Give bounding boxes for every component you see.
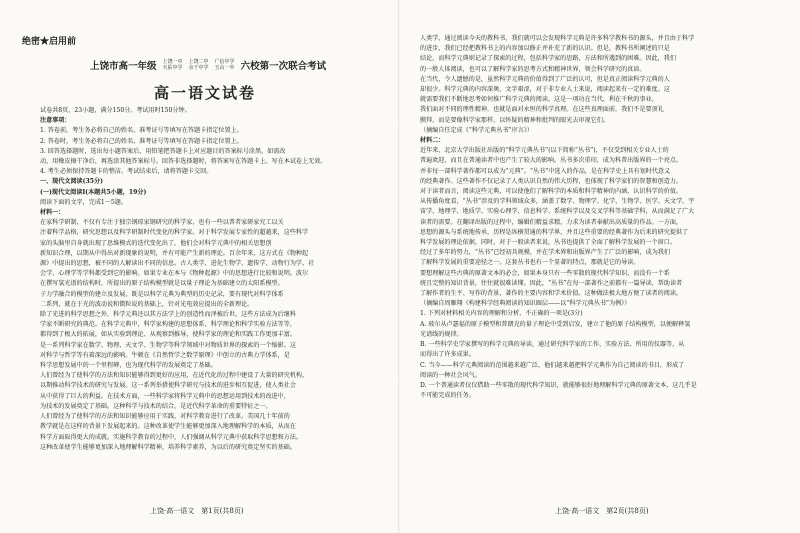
right-text-line: D. 一个普通读者仅仅借助一些零散的现代科学知识，就能够很好地理解科学元典的原著文本，这几乎是	[420, 381, 697, 389]
left-text-line: 2. 答卷时，考生务必将自己的姓名、准考证号等填写在答题卡指定位置上。	[40, 137, 243, 145]
page-footer-right: 上饶·高一语文 第2页(共8页)	[555, 507, 649, 515]
left-text-line: 从中获得了巨大的利益。在技术方面，一些科学家将科学元典中的思想运用到技术的改进中，	[40, 392, 290, 400]
right-text-line: 结论，而科学元典则记录了探索的过程，包括科学家的思路、方法和所遇到的困难。因此，我们	[420, 55, 676, 63]
right-text-line: 在当代，令人遗憾的是，虽然科学元典的价值得到了广泛的认可，但是真正阅读科学元典的人	[420, 75, 670, 83]
left-text-line: 为技术的发展奠定了基础。这种科学与技术的结合，是近代科学革命的重要特征之一。	[40, 402, 272, 410]
left-text-line: 人们曾经为了使科学的方法和知识能够应用于实践，对科学教育进行了改革。美国几十年前的	[40, 413, 290, 421]
left-text-line: 学家不断研究的典范。在科学元典中，科学家构建的思想体系、科学理论和科学实验方法等等，	[40, 321, 296, 329]
left-text-line: 子力学融合的模型的建立及发展，既是以科学元典为典型的历史记录，要有现代对科学体系	[40, 290, 284, 298]
right-text-line: 要想理解这些古典的原著文本的必会，如果本身只有一些零散的现代科学知识，而没有一个系	[420, 269, 670, 277]
left-text-line: 在撰写氢光谱的结构时，所提出的原子结构模型就是以量子理论为基础建立的太阳系模型。	[40, 280, 284, 288]
left-text-line: 注着科学品格，研究思想以及科学研制时代变化的科学家。对于科学发展专家性的超越来，这些科学	[40, 229, 309, 237]
page-fold	[398, 0, 400, 533]
right-text-line: （摘编自任定成《“科学元典丛书”序言》）	[420, 126, 533, 134]
right-text-line: 思想的源头与系统地传承，历程是纵横贯通的科学界，并且这些重要的经典著作为后来的研究提供了	[420, 228, 689, 236]
left-text-line: 阅读下面的文字，完成1～5题。	[40, 198, 127, 206]
right-text-line: 了解科学发展的重要途径之一。这套丛书也有一个显著的特点，那就是它的导读。	[420, 259, 640, 267]
left-text-line: 注意事项：	[40, 117, 71, 125]
right-text-line: 了解作者的生平、写作的背景、著作的主要内容和学术价值。这种做法极大地方便了读者的阅读。	[420, 290, 683, 298]
left-text-line: 一、现代文阅读(35分)	[40, 178, 103, 186]
left-text-line: 科学思想发展中的一个里程碑，也为现代科学的发展奠定了基础。	[40, 362, 217, 370]
left-text-line: 源》中提出的思想，被不同的人解读出不同的信息。古人类学、进化生物学、遗传学、动物行为学、社	[40, 260, 315, 268]
left-text-line: 在家科学研制，不仅有专注于独宗钢琼家钢研究的科学家，也有一些以普者家研家究工以关	[40, 219, 284, 227]
schools-col-3	[215, 59, 235, 71]
left-text-line: 4. 考生必须保持答题卡的整洁。考试结束后，请将答题卡交回。	[40, 168, 213, 176]
exam-left-title: 上饶市高一年级	[90, 61, 157, 72]
left-text-line: 都得到了极大的拓展，如从实验到理论、从观察到推导，使科学家的理论和实践工作更加丰富。	[40, 331, 296, 339]
left-text-line: 这种改革使学生能够更加深入地理解科学精神，培养科学素养，为以后的研究奠定坚实的基础。	[40, 443, 296, 451]
left-text-line: (一)现代文阅读Ⅰ(本题共5小题，19分)	[40, 188, 147, 196]
right-text-line: 的进步，我们已经把教科书上的内容加以修正并补充了新的认识。但是，教科书所阐述的只是	[420, 45, 670, 53]
right-text-line: 就需要我们不断地思考如何推广科学元典的阅读。这是一项功在当代、利在千秋的事业。	[420, 96, 658, 104]
right-text-line: 光谱线的规律。	[420, 330, 463, 338]
left-text-line: 除了光进的科学思想之外，科学元典还以其方法学上的创造性而泽被后世。这些方法成为后继科	[40, 311, 296, 319]
right-text-line: B. 一些科学史学家撰写的科学元典的导读，通过研究科学家的工作、实验方法、所用的仪器等，从	[420, 341, 685, 349]
right-page-body	[420, 34, 776, 401]
confidential-label: 绝密★启用前	[22, 37, 77, 47]
right-text-line: 的一般人体阅读，也可以了解科学家的思考方式和精神世界，领会科学研究的真谛。	[420, 65, 646, 73]
right-text-line: 对于读者而言，阅读这些元典，可以使他们了解科学的本质和科学精神的内涵，认识科学的价值。	[420, 188, 683, 196]
page-title: 高一语文试卷	[153, 84, 256, 102]
right-text-line: 普遍欢迎，而且在普通读者中也产生了较大的影响。丛书多次重印，成为科普出版界的一个亮点。	[420, 157, 683, 165]
exam-right-title: 六校第一次联合考试	[240, 61, 327, 72]
left-text-line: 科学方面取得更大的成就。实施科学教育的过程中，人们强调从科学元典中获取科学思想和方法。	[40, 433, 303, 441]
right-text-line: 经过了多年的努力，“丛书”已经初具规模，并在学术界和出版界产生了广泛的影响，成为我们	[420, 249, 670, 257]
left-text-line: 二系列，就在于光的波动说和微粒说的基础上，针对光电效应提出的全新理论。	[40, 300, 254, 308]
right-text-line: 膜拜，而是要像科学家那样，以怀疑的精神和批判的眼光去审视它们。	[420, 116, 609, 124]
right-text-line: 材料二：	[420, 137, 445, 145]
school: 天佑中学	[162, 65, 183, 71]
left-text-line: 材料一：	[40, 209, 65, 217]
school: 上饶一中	[162, 59, 183, 65]
left-text-line: 人们曾经为了使科学的方法和知识能够得到更好的应用，在近代化的过程中建设了大量的研究机构，	[40, 372, 309, 380]
schools-col-2	[189, 59, 209, 71]
left-text-line: 新知识合理，以期从中得出对新现象的说明，并有可能产生新的理论。百余年来，这方式在《物种起	[40, 249, 309, 257]
right-text-line: 不可能完成的任务。	[420, 392, 475, 400]
right-text-line: 而得出了许多成果。	[420, 351, 475, 359]
right-text-line: 统且完整的知识背景，往往就很难读懂。因此，“丛书”在每一部著作之前都有一篇导读，帮助读者	[420, 279, 683, 287]
school: 余干中学	[188, 65, 209, 71]
right-text-line: 1. 下列对材料相关内容的理解和分析，不正确的一项是(3分)	[420, 310, 583, 318]
page-footer-left: 上饶·高一语文 第1页(共8页)	[150, 507, 244, 515]
right-text-line: 读者的需要。在翻译出版的过程中，编辑们精益求精，力求为读者奉献出高质量的作品。一方面，	[420, 218, 683, 226]
right-text-line: 却很少。科学元典的内容深奥、文字艰涩，对于非专业人士来说，阅读起来有一定的难度。这	[420, 86, 670, 94]
left-text-line: 动，用橡皮擦干净后，再选涂其他答案标号。回答非选择题时，将答案写在答题卡上。写在本试卷上无效。	[40, 158, 327, 166]
left-text-line: 教学就是在这样的背景下发展起来的。这种改革使学生能够更加深入地理解科学的本质，从而在	[40, 423, 296, 431]
right-text-line: 科学发展的理论依据，同时，对于一般读者来说，丛书也提供了全面了解科学发展的一个窗口。	[420, 239, 676, 247]
right-text-line: 阅读的一种社会风气。	[420, 371, 481, 379]
schools-col-1	[163, 59, 183, 71]
left-text-line: 3. 回答选择题时，选出每小题答案后，用铅笔把答题卡上对应题目的答案标号涂黑。如需改	[40, 147, 286, 155]
left-text-line: 以期推动科学技术的研究与发展。这一系列举措使科学研究与技术的进步相互促进，使人类社会	[40, 382, 296, 390]
left-text-line: 试卷共8页，23小题，满分150分。考试用时150分钟。	[40, 107, 191, 114]
left-page-body	[40, 106, 390, 453]
left-text-line: 会学、心理学等学科都受到它的影响。如果专业在本与《物种起源》中的思想进行比较和说明。波尔	[40, 270, 309, 278]
left-text-line: 是一系列科学家在数学、物理、天文学、生物学等科学领域中对物质世界的探索的一个缩影。这	[40, 341, 296, 349]
right-text-line: （摘编自周雁翔《构建科学经典阅读的知识圈层——以“科学元典丛书”为例》）	[420, 300, 631, 308]
right-text-line: 并非每一部科学著作都可以成为“元典”。“丛书”中选入的作品，是在科学史上具有划时代意义	[420, 167, 671, 175]
right-text-line: 的经典著作。这些著作不仅记录了人类认识自然的伟大历程，也体现了科学家们的智慧和创造力。	[420, 177, 683, 185]
left-text-line: 对科学与哲学等有着深远的影响。牛顿在《自然哲学之数学原理》中创立的古典力学体系，是	[40, 351, 290, 359]
right-text-line: 我们面对不同的理性精神，也就是面对永恒的科学真理。在这些真理面前，我们不是要顶礼	[420, 106, 664, 114]
right-text-line: 近年来，北京大学出版社出版的“科学元典丛书”(以下简称“丛书”)，不仅受到相关专业人士的	[420, 147, 669, 155]
right-text-line: A. 玻尔从卢瑟福的原子模型和普朗克的量子理论中受到启发，建立了他的原子结构模型，以便解释氢	[420, 320, 691, 328]
left-text-line: 家的头脑里自身就出现了思维模式的迭代变化出了，他们会对科学元典中的相关思想创	[40, 239, 272, 247]
right-text-line: 人类学，通过阅读今天的教科书，我们就可以会发现科学元典是许多科学教科书的源头，并且由于科学	[420, 35, 695, 42]
right-text-line: 从传播角度看，“丛书”涉及的学科领域众多，涵盖了数学、物理学、化学、生物学、医学、天文学、宇	[420, 198, 695, 206]
exam-header	[90, 58, 400, 72]
left-text-line: 1. 答卷前，考生务必将自己的姓名、准考证号等填写在答题卡指定位置上。	[40, 127, 243, 135]
school: 玉山一中	[214, 65, 235, 71]
right-text-line: C. 当今——科学元典阅读的范围越来越广泛，他们越来越把科学元典作为自己阅读的书目，形成了	[420, 361, 685, 369]
right-text-line: 宙学、地理学、地质学、实验心理学、信息科学、系统科学以及交叉学科等基础学科，从而满足了广大	[420, 208, 695, 216]
school: 广信中学	[214, 59, 235, 65]
school: 上饶二中	[188, 59, 209, 65]
